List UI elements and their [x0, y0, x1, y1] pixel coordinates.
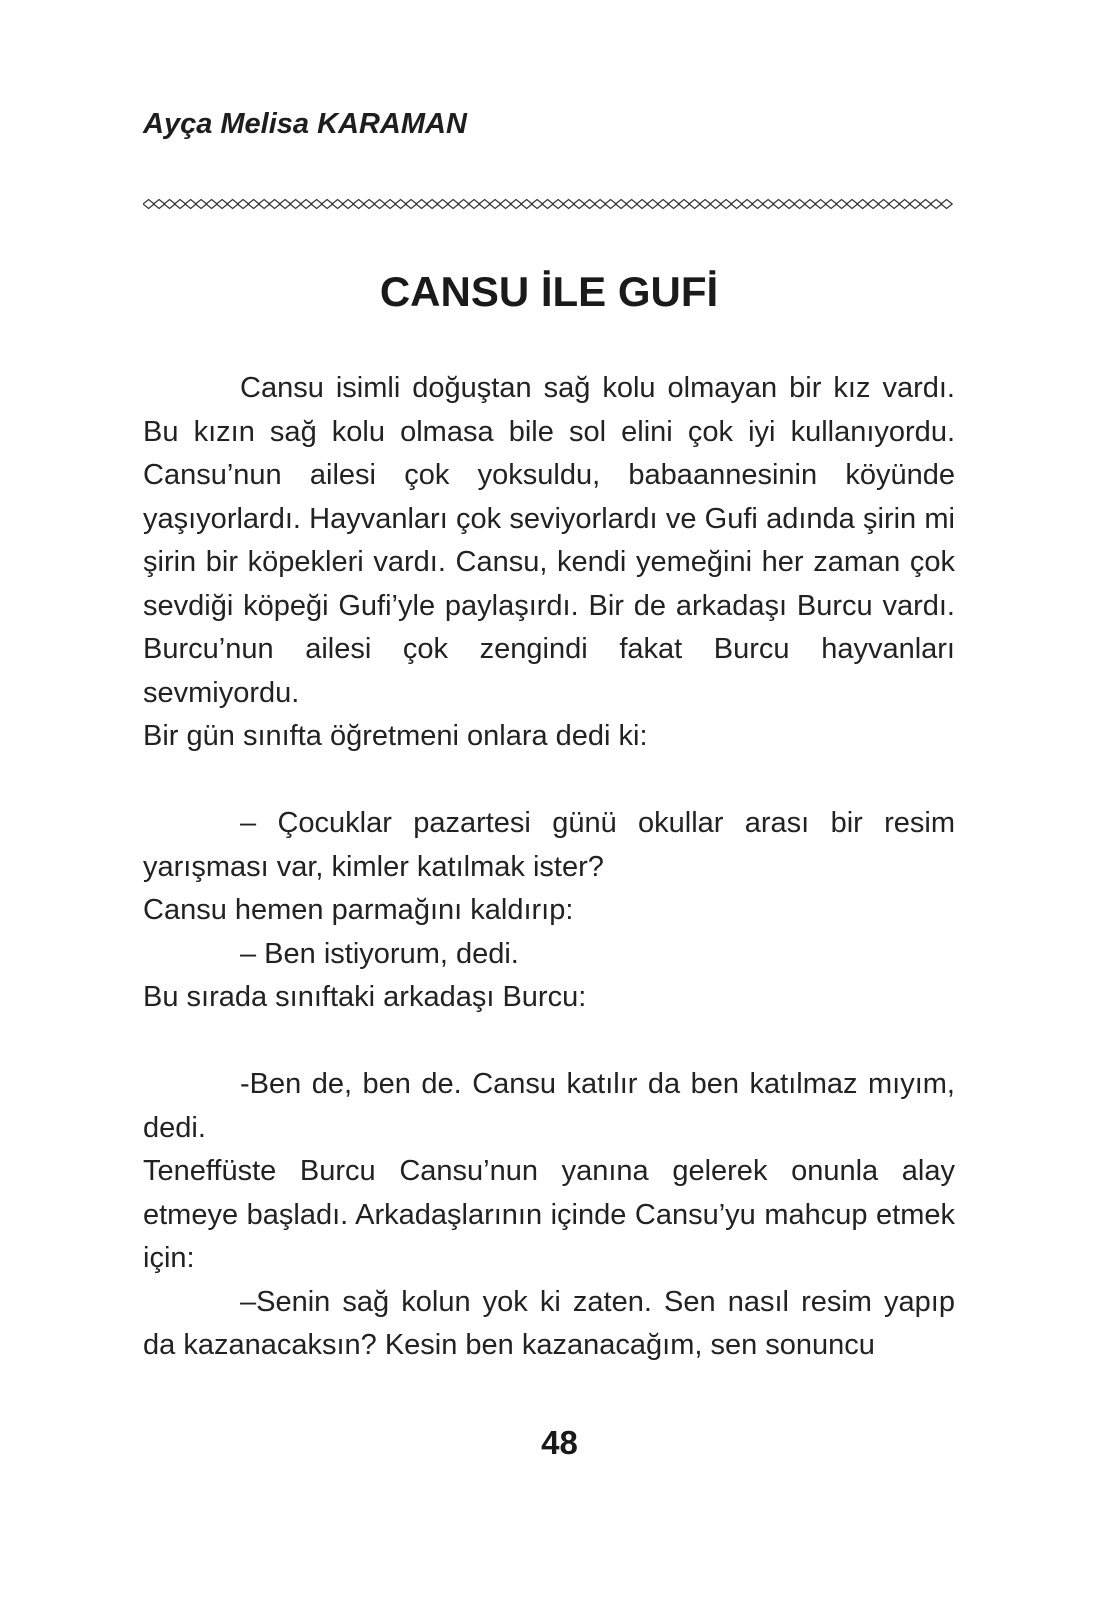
ornament-diamond — [626, 200, 637, 209]
ornament-diamond — [773, 200, 784, 209]
ornament-diamond — [143, 200, 154, 209]
story-title: CANSU İLE GUFİ — [379, 268, 719, 315]
ornament-diamond — [458, 200, 469, 209]
ornament-diamond — [353, 200, 364, 209]
ornament-diamond — [616, 200, 627, 209]
paragraph-burcu-reply: -Ben de, ben de. Cansu katılır da ben katılmaz mıyım, dedi. — [143, 1068, 955, 1144]
page-number: 48 — [541, 1424, 578, 1461]
ornament-diamond — [595, 200, 606, 209]
paragraph-burcu-intro: Bu sırada sınıftaki arkadaşı Burcu: — [143, 981, 587, 1013]
ornament-diamond — [490, 200, 501, 209]
diamond-ornament-divider — [143, 192, 955, 216]
ornament-diamond — [217, 200, 228, 209]
ornament-diamond — [889, 200, 900, 209]
ornament-diamond — [553, 200, 564, 209]
paragraph-recess: Teneffüste Burcu Cansu’nun yanına gelerek onunla alay etmeye başladı. Arkadaşlarının içinde Cansu’yu mahcup etmek için: — [143, 1155, 955, 1274]
ornament-diamond — [521, 200, 532, 209]
ornament-diamond — [227, 200, 238, 209]
ornament-diamond — [406, 200, 417, 209]
ornament-diamond — [605, 200, 616, 209]
ornament-diamond — [469, 200, 480, 209]
ornament-diamond — [721, 200, 732, 209]
ornament-diamond — [847, 200, 858, 209]
ornament-diamond — [175, 200, 186, 209]
ornament-diamond — [311, 200, 322, 209]
ornament-diamond — [416, 200, 427, 209]
ornament-diamond — [584, 200, 595, 209]
story-body — [143, 367, 955, 1368]
ornament-diamond — [437, 200, 448, 209]
ornament-diamond — [511, 200, 522, 209]
ornament-diamond — [931, 200, 942, 209]
ornament-diamond — [269, 200, 280, 209]
ornament-diamond — [941, 200, 952, 209]
ornament-diamond — [742, 200, 753, 209]
ornament-diamond — [563, 200, 574, 209]
ornament-diamond — [763, 200, 774, 209]
ornament-diamond — [689, 200, 700, 209]
ornament-diamond — [710, 200, 721, 209]
ornament-diamond — [164, 200, 175, 209]
ornament-diamond — [679, 200, 690, 209]
ornament-diamond — [479, 200, 490, 209]
ornament-diamond — [448, 200, 459, 209]
ornament-diamond — [248, 200, 259, 209]
ornament-diamond — [574, 200, 585, 209]
ornament-diamond — [343, 200, 354, 209]
paragraph-teacher-intro: Bir gün sınıfta öğretmeni onlara dedi ki: — [143, 720, 648, 752]
ornament-diamond — [752, 200, 763, 209]
ornament-diamond — [532, 200, 543, 209]
ornament-diamond — [920, 200, 931, 209]
ornament-diamond — [395, 200, 406, 209]
paragraph-cansu-reply: – Ben istiyorum, dedi. — [240, 937, 519, 970]
ornament-diamond — [385, 200, 396, 209]
ornament-diamond — [647, 200, 658, 209]
paragraph-burcu-taunt: –Senin sağ kolun yok ki zaten. Sen nasıl resim yapıp da kazanacaksın? Kesin ben kazanacağım, sen sonuncu — [143, 1285, 955, 1361]
ornament-diamond — [731, 200, 742, 209]
ornament-diamond — [826, 200, 837, 209]
ornament-diamond — [206, 200, 217, 209]
ornament-diamond — [374, 200, 385, 209]
ornament-diamond — [868, 200, 879, 209]
ornament-diamond — [500, 200, 511, 209]
ornament-diamond — [280, 200, 291, 209]
ornament-diamond — [185, 200, 196, 209]
ornament-diamond — [301, 200, 312, 209]
ornament-diamond — [364, 200, 375, 209]
paragraph-intro: Cansu isimli doğuştan sağ kolu olmayan bir kız vardı. Bu kızın sağ kolu olmasa bile sol elini çok iyi kullanıyordu. Cansu’nun ailesi çok yoksuldu, babaannesinin köyünde yaşıyorlardı. Hayvanları çok seviyorlardı ve Gufi adında şirin mi şirin bir köpekleri vardı. Cansu, kendi yemeğini her zaman çok sevdiği köpeği Gufi’yle paylaşırdı. Bir de arkadaşı Burcu vardı. Burcu’nun ailesi çok zengindi fakat Burcu hayvanları sevmiyordu. — [143, 372, 955, 709]
ornament-diamond — [290, 200, 301, 209]
ornament-diamond — [542, 200, 553, 209]
ornament-diamond — [836, 200, 847, 209]
ornament-diamond — [668, 200, 679, 209]
ornament-diamond — [805, 200, 816, 209]
ornament-diamond — [784, 200, 795, 209]
ornament-diamond — [332, 200, 343, 209]
ornament-diamond — [637, 200, 648, 209]
ornament-diamond — [238, 200, 249, 209]
ornament-diamond — [658, 200, 669, 209]
paragraph-teacher-question: – Çocuklar pazartesi günü okullar arası bir resim yarışması var, kimler katılmak ister? — [143, 807, 955, 883]
ornament-diamond — [700, 200, 711, 209]
ornament-diamond — [815, 200, 826, 209]
ornament-diamond — [910, 200, 921, 209]
paragraph-cansu-raises-hand: Cansu hemen parmağını kaldırıp: — [143, 894, 574, 926]
ornament-diamond — [878, 200, 889, 209]
ornament-diamond — [259, 200, 270, 209]
ornament-diamond — [196, 200, 207, 209]
author-name: Ayça Melisa KARAMAN — [143, 108, 467, 140]
ornament-diamond — [794, 200, 805, 209]
ornament-diamond — [857, 200, 868, 209]
ornament-diamond — [899, 200, 910, 209]
ornament-diamond — [322, 200, 333, 209]
ornament-diamond — [154, 200, 165, 209]
ornament-diamond — [427, 200, 438, 209]
